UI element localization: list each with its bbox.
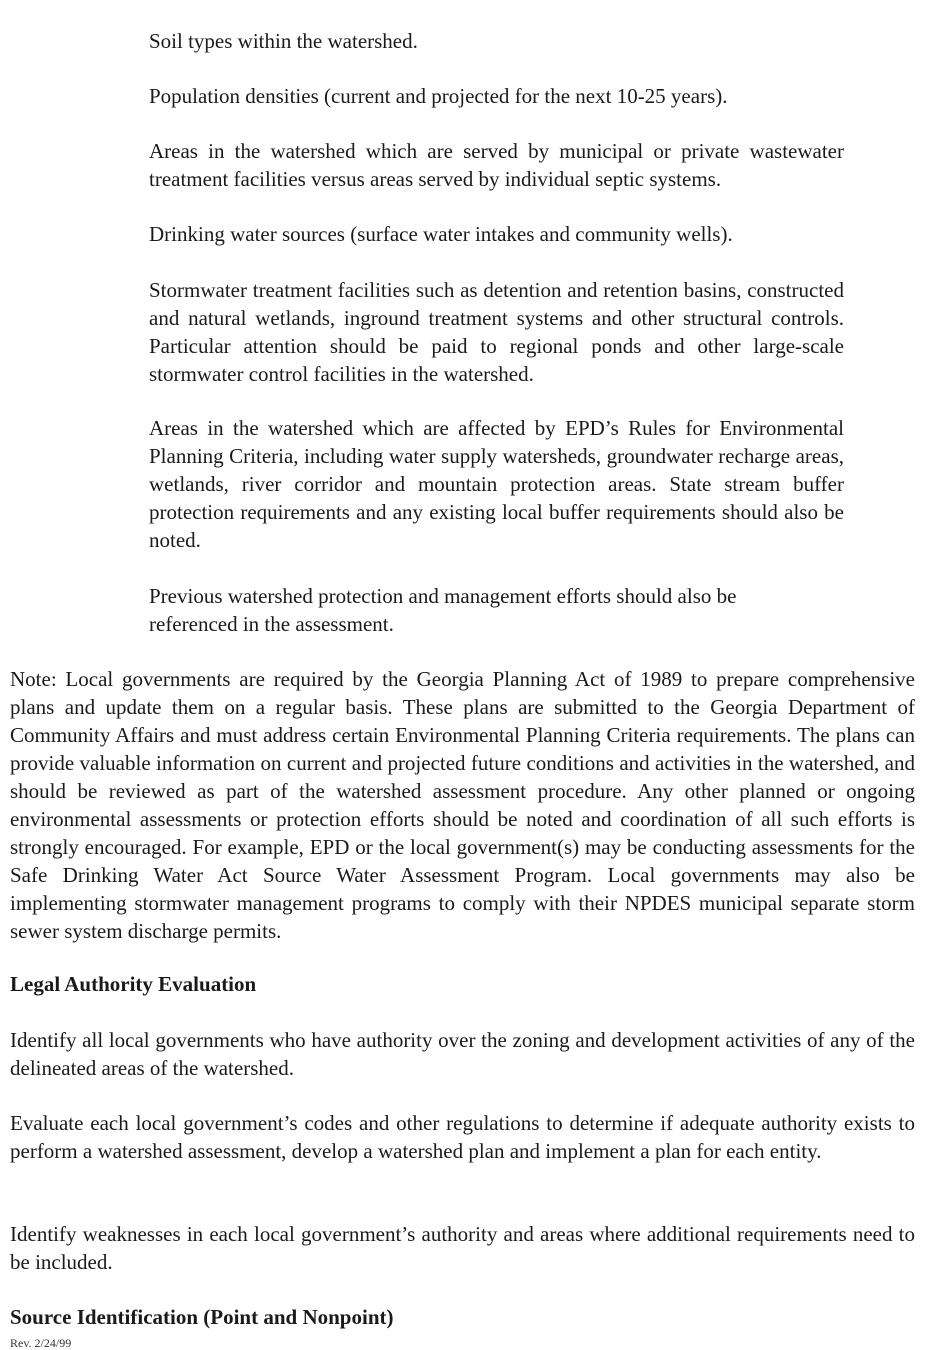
item-stormwater-facilities: Stormwater treatment facilities such as detention and retention basins, constructed and natural wetlands, inground treatment systems and other structural controls. Particular attention should be paid to regional ponds and other large-scale stormwater control facilities in the watershed. [149, 278, 844, 386]
item-population-densities: Population densities (current and projected for the next 10-25 years). [149, 84, 728, 108]
legal-paragraph-evaluate: Evaluate each local government’s codes and other regulations to determine if adequate authority exists to perform a watershed assessment, develop a watershed plan and implement a plan for each entity. [10, 1111, 915, 1163]
revision-footer: Rev. 2/24/99 [10, 1336, 72, 1350]
source-identification-heading: Source Identification (Point and Nonpoint) [10, 1305, 394, 1329]
legal-authority-heading: Legal Authority Evaluation [10, 972, 257, 996]
legal-paragraph-weaknesses: Identify weaknesses in each local government’s authority and areas where additional requirements need to be included. [10, 1222, 915, 1274]
item-wastewater-areas: Areas in the watershed which are served by municipal or private wastewater treatment facilities versus areas served by individual septic systems. [149, 139, 844, 191]
item-drinking-water: Drinking water sources (surface water intakes and community wells). [149, 222, 733, 246]
item-previous-efforts: Previous watershed protection and management efforts should also be referenced in the assessment. [149, 584, 737, 636]
legal-paragraph-identify: Identify all local governments who have authority over the zoning and development activities of any of the delineated areas of the watershed. [10, 1028, 915, 1080]
note-paragraph: Note: Local governments are required by the Georgia Planning Act of 1989 to prepare comprehensive plans and update them on a regular basis. These plans are submitted to the Georgia Department of Community Affairs and must address certain Environmental Planning Criteria requirements. The plans can provide valuable information on current and projected future conditions and activities in the watershed, and should be reviewed as part of the watershed assessment procedure. Any other planned or ongoing environmental assessments or protection efforts should be noted and coordination of all such efforts is strongly encouraged. For example, EPD or the local government(s) may be conducting assessments for the Safe Drinking Water Act Source Water Assessment Program. Local governments may also be implementing stormwater management programs to comply with their NPDES municipal separate storm sewer system discharge permits. [10, 667, 915, 943]
item-epd-rules-areas: Areas in the watershed which are affected by EPD’s Rules for Environmental Planning Criteria, including water supply watersheds, groundwater recharge areas, wetlands, river corridor and mountain protection areas. State stream buffer protection requirements and any existing local buffer requirements should also be noted. [149, 416, 844, 552]
item-soil-types: Soil types within the watershed. [149, 29, 418, 53]
